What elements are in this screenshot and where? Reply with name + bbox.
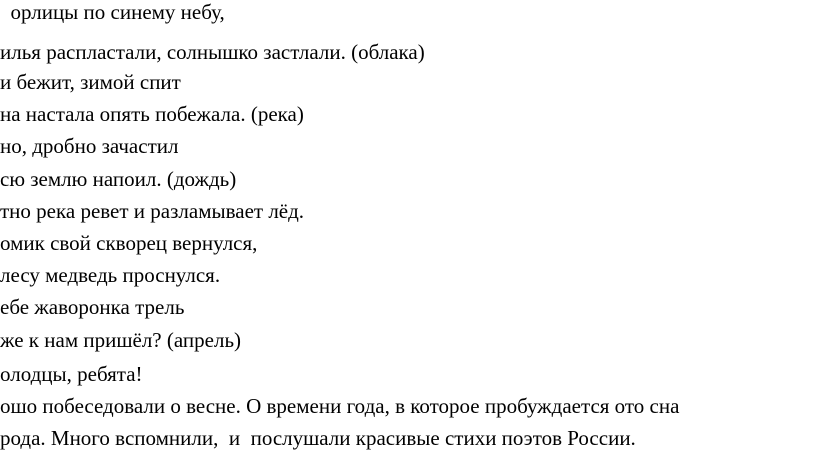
text-line: рода. Много вспомнили, и послушали красивые стихи поэтов России. (0, 426, 636, 450)
text-line: олодцы, ребята! (0, 362, 143, 386)
text-line: ошо побеседовали о весне. О времени года, в которое пробуждается ото сна (0, 394, 680, 418)
text-line: орлицы по синему небу, (0, 0, 225, 24)
text-line: илья распластали, солнышко застлали. (облака) (0, 40, 425, 64)
text-line: же к нам пришёл? (апрель) (0, 328, 242, 352)
text-line: но, дробно зачастил (0, 134, 179, 158)
text-line: тно река ревет и разламывает лёд. (0, 199, 305, 223)
text-line: сю землю напоил. (дождь) (0, 167, 237, 191)
text-line: омик свой скворец вернулся, (0, 231, 258, 255)
text-line: лесу медведь проснулся. (0, 263, 221, 287)
text-line: ебе жаворонка трель (0, 295, 185, 319)
text-line: и бежит, зимой спит (0, 70, 181, 94)
text-line: на настала опять побежала. (река) (0, 102, 304, 126)
